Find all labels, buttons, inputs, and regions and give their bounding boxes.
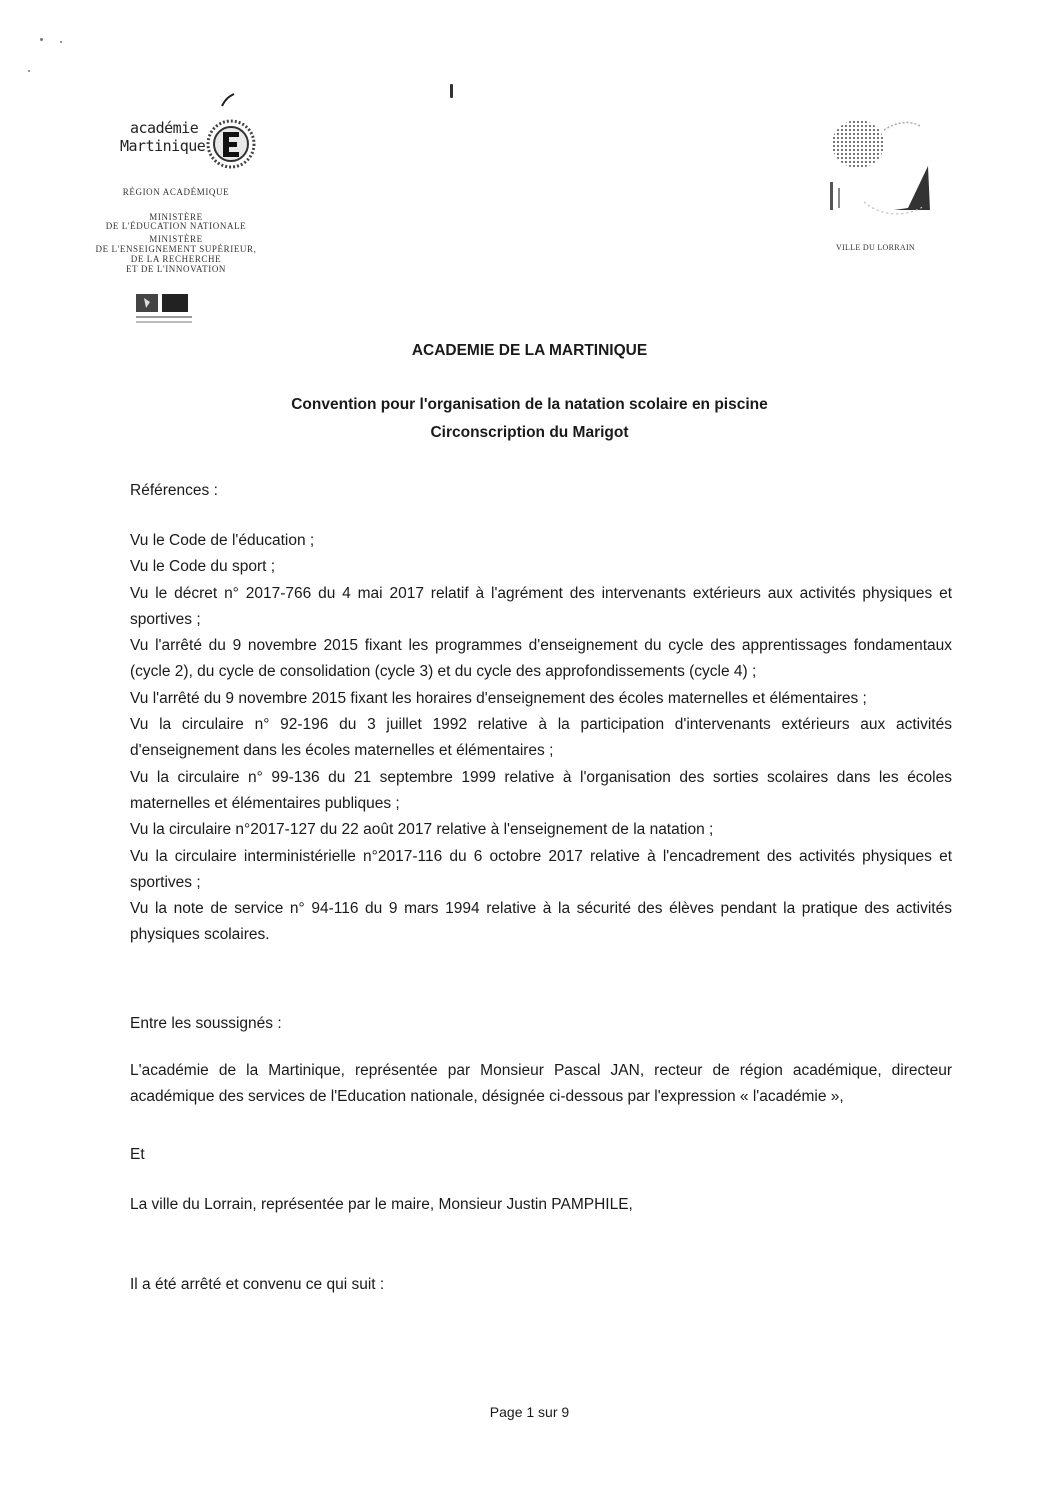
reference-item: Vu la circulaire n°2017-127 du 22 août 2017 relative à l'enseignement de la natation ; (130, 821, 714, 839)
circonscription-title: Circonscription du Marigot (430, 424, 629, 441)
references-list (130, 528, 952, 949)
scan-speck (28, 70, 30, 72)
ministry-1-line-2: DE L'ÉDUCATION NATIONALE (105, 221, 247, 231)
agreement-line: Il a été arrêté et convenu ce qui suit : (130, 1276, 385, 1293)
lorrain-logo-icon (824, 112, 936, 218)
scan-speck (40, 38, 43, 41)
scan-speck (60, 41, 62, 43)
reference-item: Vu le Code du sport ; (130, 558, 276, 576)
scan-speck (450, 84, 453, 98)
and-label: Et (130, 1146, 145, 1163)
parties-intro: Entre les soussignés : (130, 1015, 282, 1032)
region-label: RÉGION ACADÉMIQUE (122, 187, 230, 197)
reference-item: Vu la note de service n° 94-116 du 9 mars 1994 relative à la sécurité des élèves pendant la pratique des activités physiques scolaires. (130, 900, 952, 944)
academy-logo (112, 92, 262, 180)
town-party: La ville du Lorrain, représentée par le maire, Monsieur Justin PAMPHILE, (130, 1196, 633, 1213)
reference-item: Vu la circulaire n° 92-196 du 3 juillet 1992 relative à la participation d'intervenants extérieurs aux activités d'enseignement dans les écoles maternelles et élémentaires ; (130, 716, 952, 760)
reference-item: Vu la circulaire interministérielle n°2017-116 du 6 octobre 2017 relative à l'encadrement des activités physiques et sportives ; (130, 847, 952, 891)
convention-title: Convention pour l'organisation de la natation scolaire en piscine (291, 396, 768, 413)
academy-emblem-icon (200, 92, 262, 180)
reference-item: Vu le décret n° 2017-766 du 4 mai 2017 relatif à l'agrément des intervenants extérieurs aux activités physiques et sportives ; (130, 584, 952, 628)
page-number: Page 1 sur 9 (489, 1404, 570, 1420)
reference-item: Vu l'arrêté du 9 novembre 2015 fixant les horaires d'enseignement des écoles maternelles et élémentaires ; (130, 689, 867, 707)
ministry-2-line-3: DE LA RECHERCHE (130, 254, 222, 264)
ministry-2-line-1: MINISTÈRE (149, 234, 203, 244)
town-label: VILLE DU LORRAIN (836, 243, 916, 252)
academy-party: L'académie de la Martinique, représentée par Monsieur Pascal JAN, recteur de région académique, directeur académique des services de l'Education nationale, désignée ci-dessous par l'expression « l'académie », (130, 1062, 952, 1105)
reference-item: Vu l'arrêté du 9 novembre 2015 fixant les programmes d'enseignement du cycle des apprentissages fondamentaux (cycle 2), du cycle de consolidation (cycle 3) et du cycle des approfondissements (cycle 4) ; (130, 637, 952, 681)
academy-logo-word-1: académie (130, 119, 199, 137)
reference-item: Vu la circulaire n° 99-136 du 21 septembre 1999 relative à l'organisation des sorties scolaires dans les écoles maternelles et élémentaires publiques ; (130, 768, 952, 812)
ministry-1-line-1: MINISTÈRE (149, 212, 203, 222)
ministry-2-line-4: ET DE L'INNOVATION (125, 264, 227, 274)
page-title: ACADEMIE DE LA MARTINIQUE (411, 342, 648, 359)
academy-logo-word-2: Martinique (120, 137, 206, 155)
reference-item: Vu le Code de l'éducation ; (130, 532, 315, 549)
references-heading: Références : (130, 482, 218, 499)
ministry-2-line-2: DE L'ENSEIGNEMENT SUPÉRIEUR, (95, 244, 257, 254)
marianne-logo-icon (136, 292, 194, 328)
